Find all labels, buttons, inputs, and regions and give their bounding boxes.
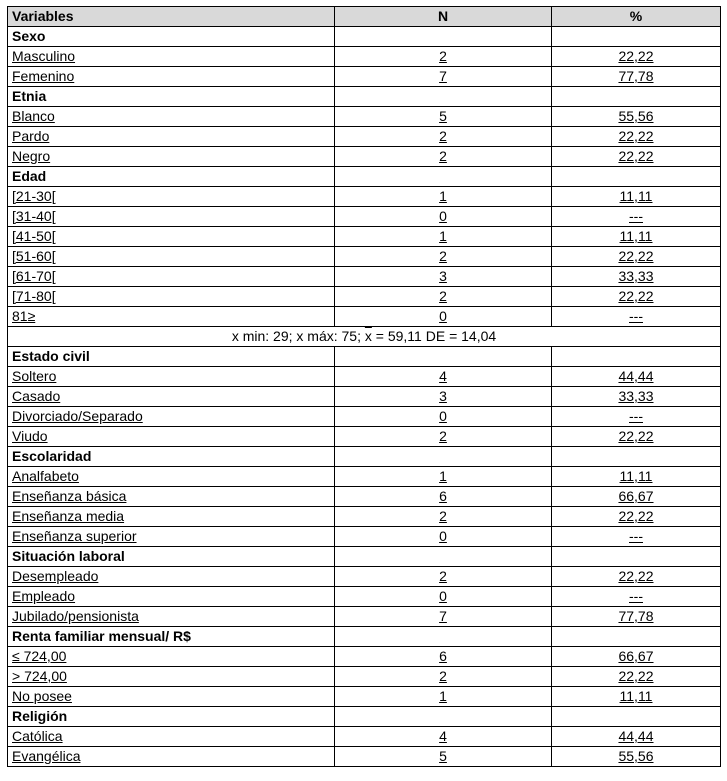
row-label: [21-30[ (8, 187, 335, 207)
row-n: 7 (335, 607, 552, 627)
table-row (8, 567, 721, 587)
table-row (8, 147, 721, 167)
table-header-row (8, 7, 721, 27)
row-pct: 11,11 (552, 187, 721, 207)
table-row (8, 607, 721, 627)
row-n: 3 (335, 267, 552, 287)
row-label: > 724,00 (8, 667, 335, 687)
age-statistics (8, 327, 721, 347)
row-label: [71-80[ (8, 287, 335, 307)
section-title: Etnia (8, 87, 335, 107)
table-row (8, 287, 721, 307)
table-row (8, 467, 721, 487)
row-n: 0 (335, 587, 552, 607)
section-title: Renta familiar mensual/ R$ (8, 627, 335, 647)
row-pct: 77,78 (552, 67, 721, 87)
table-row (8, 47, 721, 67)
row-n: 6 (335, 647, 552, 667)
row-label: Viudo (8, 427, 335, 447)
table-row (8, 207, 721, 227)
table-row (8, 407, 721, 427)
row-label: [41-50[ (8, 227, 335, 247)
section-row-estado-civil (8, 347, 721, 367)
table-row (8, 227, 721, 247)
row-n: 0 (335, 527, 552, 547)
row-pct: 55,56 (552, 747, 721, 767)
row-pct: 33,33 (552, 387, 721, 407)
row-pct: 77,78 (552, 607, 721, 627)
row-n: 0 (335, 407, 552, 427)
row-n: 5 (335, 747, 552, 767)
section-row-renta-familiar (8, 627, 721, 647)
row-label: Casado (8, 387, 335, 407)
row-n: 1 (335, 187, 552, 207)
header-percent: % (552, 7, 721, 27)
section-title: Religión (8, 707, 335, 727)
row-label: Jubilado/pensionista (8, 607, 335, 627)
table-row (8, 487, 721, 507)
row-n: 4 (335, 367, 552, 387)
row-pct: 11,11 (552, 227, 721, 247)
header-variables: Variables (8, 7, 335, 27)
sociodemographic-table (7, 6, 721, 767)
row-label: No posee (8, 687, 335, 707)
row-label: Femenino (8, 67, 335, 87)
row-pct: 66,67 (552, 647, 721, 667)
row-pct: 33,33 (552, 267, 721, 287)
row-label: 81≥ (8, 307, 335, 327)
row-n: 2 (335, 247, 552, 267)
table-row (8, 587, 721, 607)
row-label: Soltero (8, 367, 335, 387)
row-n: 2 (335, 507, 552, 527)
section-row-sexo (8, 27, 721, 47)
row-label: Negro (8, 147, 335, 167)
table-row (8, 687, 721, 707)
section-title: Estado civil (8, 347, 335, 367)
row-label: Divorciado/Separado (8, 407, 335, 427)
stats-prefix: x min: 29; x máx: 75; (231, 328, 365, 344)
row-pct: 55,56 (552, 107, 721, 127)
row-label: Desempleado (8, 567, 335, 587)
row-label: Pardo (8, 127, 335, 147)
row-n: 3 (335, 387, 552, 407)
table-row (8, 367, 721, 387)
table-row (8, 727, 721, 747)
row-label: Masculino (8, 47, 335, 67)
row-n: 1 (335, 687, 552, 707)
table-row (8, 647, 721, 667)
row-n: 2 (335, 47, 552, 67)
table-row (8, 107, 721, 127)
row-label: Enseñanza superior (8, 527, 335, 547)
row-pct: 22,22 (552, 147, 721, 167)
row-n: 2 (335, 147, 552, 167)
row-n: 7 (335, 67, 552, 87)
row-pct: 11,11 (552, 467, 721, 487)
row-pct: 44,44 (552, 727, 721, 747)
row-label: Blanco (8, 107, 335, 127)
mean-symbol: $\overline{x}$ (364, 328, 372, 344)
section-row-escolaridad (8, 447, 721, 467)
row-label: [31-40[ (8, 207, 335, 227)
section-row-etnia (8, 87, 721, 107)
row-n: 2 (335, 427, 552, 447)
row-label: ≤ 724,00 (8, 647, 335, 667)
table-row (8, 187, 721, 207)
row-label: Enseñanza media (8, 507, 335, 527)
table-row (8, 127, 721, 147)
row-pct: 22,22 (552, 507, 721, 527)
row-label: Católica (8, 727, 335, 747)
row-pct: 22,22 (552, 427, 721, 447)
row-label: Enseñanza básica (8, 487, 335, 507)
row-n: 0 (335, 307, 552, 327)
age-statistics-row (8, 327, 721, 347)
header-n: N (335, 7, 552, 27)
section-row-religion (8, 707, 721, 727)
row-label: [51-60[ (8, 247, 335, 267)
table-row (8, 307, 721, 327)
section-row-situacion-laboral (8, 547, 721, 567)
row-pct: --- (552, 527, 721, 547)
section-title: Situación laboral (8, 547, 335, 567)
row-pct: 22,22 (552, 127, 721, 147)
row-pct: 66,67 (552, 487, 721, 507)
table-row (8, 267, 721, 287)
row-pct: --- (552, 307, 721, 327)
row-n: 6 (335, 487, 552, 507)
row-pct: 22,22 (552, 567, 721, 587)
section-row-edad (8, 167, 721, 187)
row-pct: --- (552, 587, 721, 607)
row-pct: 22,22 (552, 667, 721, 687)
row-n: 5 (335, 107, 552, 127)
stats-suffix: = 59,11 DE = 14,04 (371, 328, 497, 344)
table-row (8, 387, 721, 407)
row-pct: --- (552, 407, 721, 427)
table-row (8, 247, 721, 267)
row-pct: 22,22 (552, 247, 721, 267)
row-pct: 44,44 (552, 367, 721, 387)
row-label: [61-70[ (8, 267, 335, 287)
row-n: 2 (335, 127, 552, 147)
row-pct: 22,22 (552, 47, 721, 67)
section-title: Escolaridad (8, 447, 335, 467)
row-n: 2 (335, 567, 552, 587)
row-n: 0 (335, 207, 552, 227)
section-title: Sexo (8, 27, 335, 47)
table-row (8, 507, 721, 527)
row-label: Empleado (8, 587, 335, 607)
table-row (8, 427, 721, 447)
row-pct: --- (552, 207, 721, 227)
row-label: Evangélica (8, 747, 335, 767)
row-n: 2 (335, 287, 552, 307)
row-n: 4 (335, 727, 552, 747)
table-row (8, 747, 721, 767)
row-pct: 22,22 (552, 287, 721, 307)
row-n: 1 (335, 467, 552, 487)
row-n: 1 (335, 227, 552, 247)
section-title: Edad (8, 167, 335, 187)
table-row (8, 527, 721, 547)
row-label: Analfabeto (8, 467, 335, 487)
row-pct: 11,11 (552, 687, 721, 707)
row-n: 2 (335, 667, 552, 687)
table-row (8, 67, 721, 87)
table-row (8, 667, 721, 687)
